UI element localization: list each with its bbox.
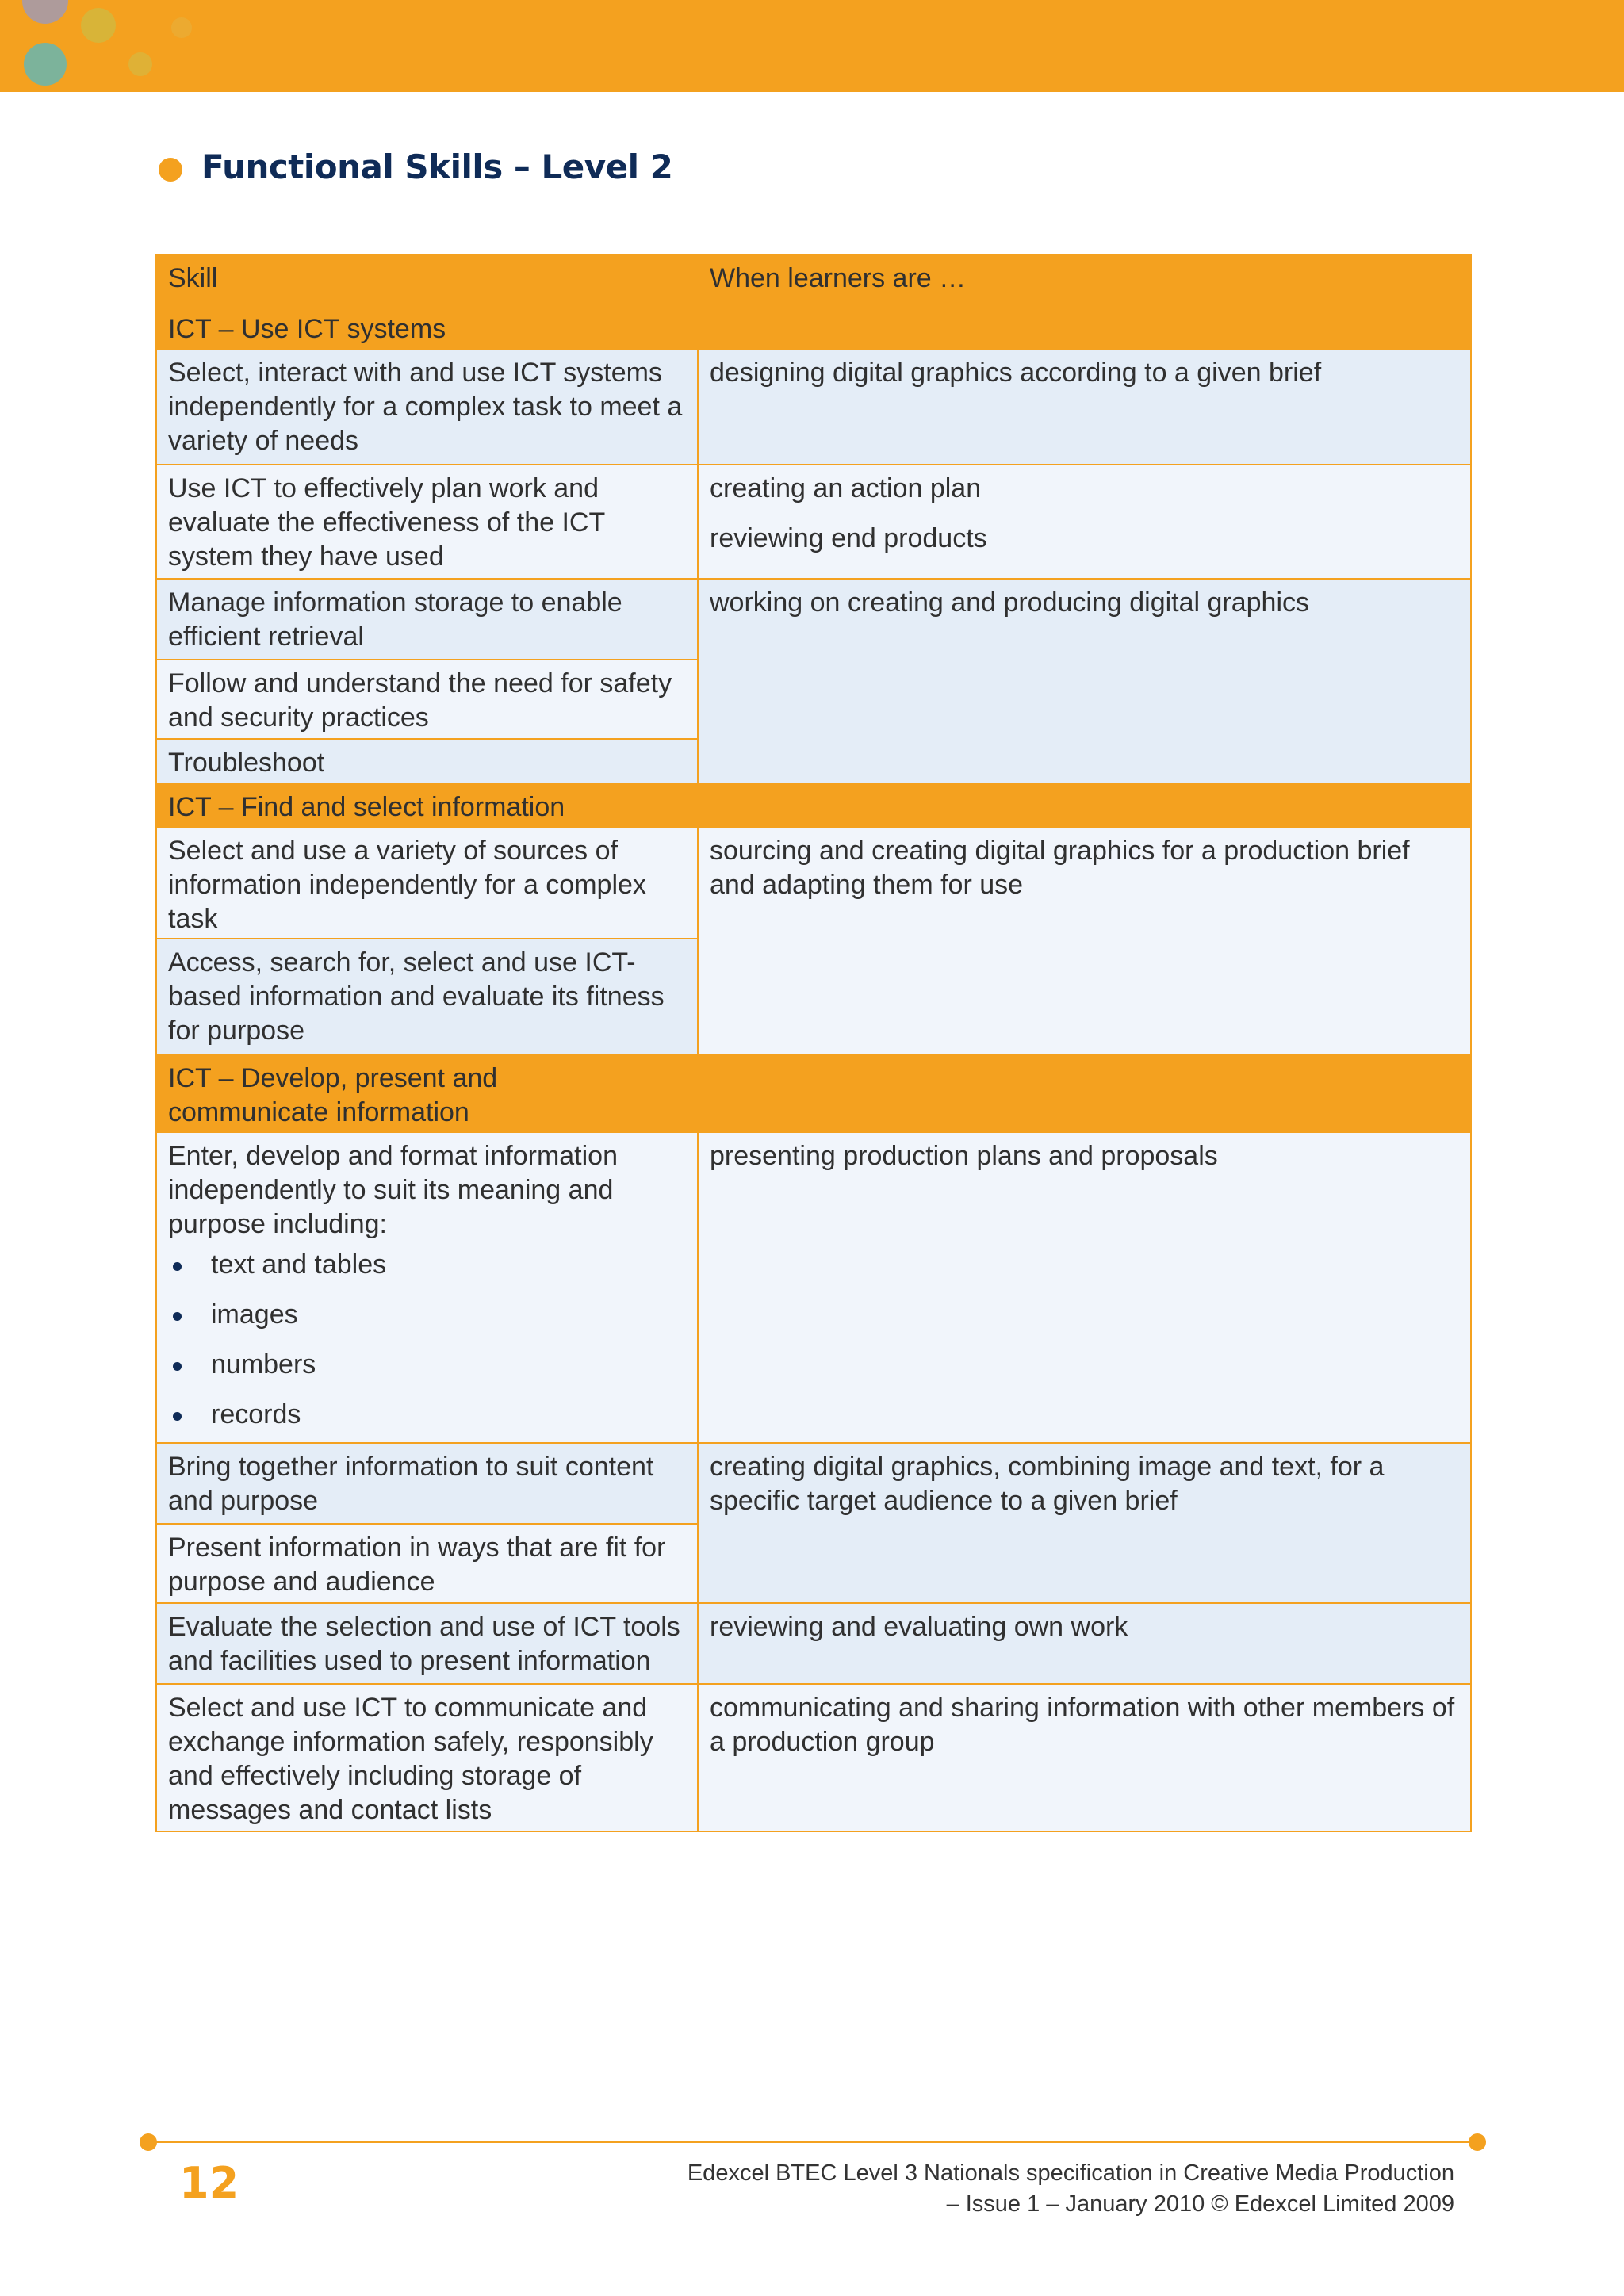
list-item: numbers	[168, 1348, 686, 1382]
table-row	[156, 1132, 1471, 1443]
list-item: records	[168, 1398, 686, 1432]
decorative-circle-icon	[128, 52, 152, 76]
skill-cell: Select, interact with and use ICT systems independently for a complex task to meet a variety of needs	[156, 349, 698, 465]
skill-cell: Evaluate the selection and use of ICT tools and facilities used to present information	[156, 1603, 698, 1684]
skill-cell: Select and use ICT to communicate and exchange information safely, responsibly and effectively including storage of messages and contact lists	[156, 1684, 698, 1831]
when-cell: sourcing and creating digital graphics for a production brief and adapting them for use	[698, 827, 1471, 1054]
table-header-row	[156, 254, 1471, 305]
decorative-circle-icon	[81, 8, 116, 43]
skill-cell: Use ICT to effectively plan work and evaluate the effectiveness of the ICT system they have used	[156, 465, 698, 579]
when-cell	[698, 465, 1471, 579]
section-heading	[159, 147, 672, 186]
table-row	[156, 1443, 1471, 1524]
section-row	[156, 1054, 1471, 1132]
when-cell: creating digital graphics, combining image and text, for a specific target audience to a given brief	[698, 1443, 1471, 1603]
skill-cell: Follow and understand the need for safety and security practices	[156, 660, 698, 739]
skill-cell: Present information in ways that are fit for purpose and audience	[156, 1524, 698, 1603]
decorative-circle-icon	[22, 0, 68, 24]
bullet-list	[168, 1248, 686, 1432]
when-cell: reviewing and evaluating own work	[698, 1603, 1471, 1684]
when-cell: communicating and sharing information with other members of a production group	[698, 1684, 1471, 1831]
when-item: reviewing end products	[710, 523, 987, 553]
table-row	[156, 1603, 1471, 1684]
list-item: text and tables	[168, 1248, 686, 1282]
when-cell: working on creating and producing digital graphics	[698, 579, 1471, 783]
section-title: ICT – Use ICT systems	[156, 305, 1471, 349]
section-row	[156, 783, 1471, 827]
table-row	[156, 579, 1471, 660]
header-band	[0, 0, 1624, 92]
orange-circle-icon	[159, 158, 182, 182]
page-number: 12	[179, 2158, 239, 2208]
page-title: Functional Skills – Level 2	[201, 147, 673, 186]
table-row	[156, 827, 1471, 939]
skill-cell: Bring together information to suit content and purpose	[156, 1443, 698, 1524]
when-cell: designing digital graphics according to a given brief	[698, 349, 1471, 465]
column-header-when: When learners are …	[698, 254, 1471, 305]
table-row	[156, 349, 1471, 465]
skill-cell: Troubleshoot	[156, 739, 698, 783]
section-row	[156, 305, 1471, 349]
table-row	[156, 465, 1471, 579]
bullet-icon	[173, 1312, 182, 1321]
skill-cell: Access, search for, select and use ICT-based information and evaluate its fitness for purpose	[156, 939, 698, 1054]
column-header-skill: Skill	[156, 254, 698, 305]
functional-skills-table	[155, 254, 1472, 1832]
table-row	[156, 1684, 1471, 1831]
skill-cell: Manage information storage to enable efficient retrieval	[156, 579, 698, 660]
section-title: ICT – Develop, present and communicate information	[156, 1054, 1471, 1132]
section-title: ICT – Find and select information	[156, 783, 1471, 827]
when-cell: presenting production plans and proposals	[698, 1132, 1471, 1443]
footer-citation: Edexcel BTEC Level 3 Nationals specification in Creative Media Production – Issue 1 – January 2010 © Edexcel Limited 2009	[687, 2160, 1454, 2217]
footer-rule	[147, 2141, 1480, 2143]
skill-cell: Select and use a variety of sources of information independently for a complex task	[156, 827, 698, 939]
footer-dot-icon	[1469, 2133, 1486, 2151]
bullet-icon	[173, 1412, 182, 1421]
decorative-circle-icon	[171, 17, 192, 38]
list-item: images	[168, 1298, 686, 1332]
skill-text: Enter, develop and format information independently to suit its meaning and purpose including:	[168, 1141, 618, 1239]
bullet-icon	[173, 1362, 182, 1371]
bullet-icon	[173, 1262, 182, 1271]
when-item: creating an action plan	[710, 473, 982, 503]
decorative-circle-icon	[24, 43, 67, 86]
skill-cell	[156, 1132, 698, 1443]
